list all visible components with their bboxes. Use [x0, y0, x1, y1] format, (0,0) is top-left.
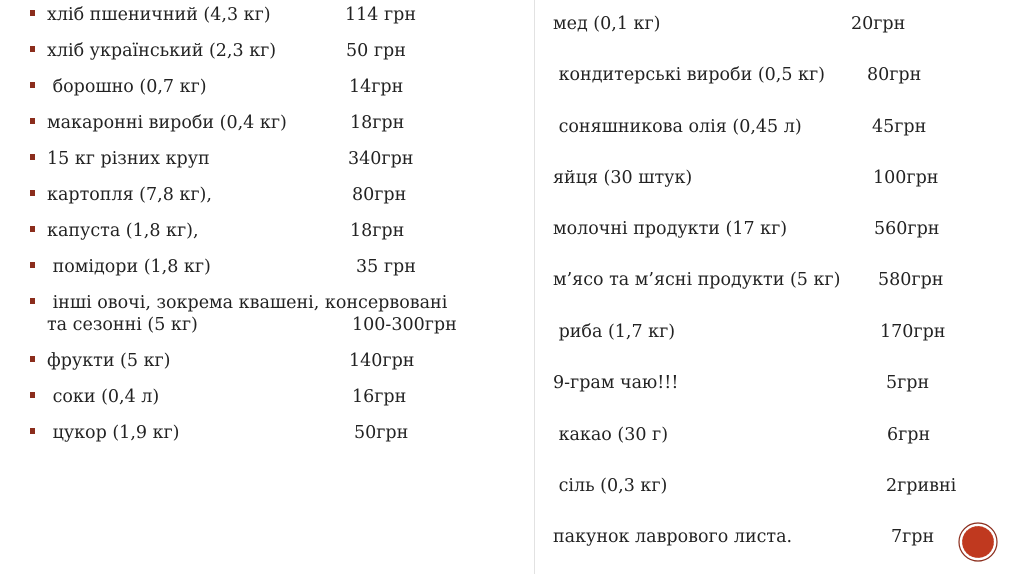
- item-name: пакунок лаврового листа.: [553, 527, 793, 547]
- item-name: какао (30 г): [553, 425, 669, 445]
- bullet-icon: [30, 154, 35, 160]
- item-price: 140грн: [349, 351, 415, 371]
- item-name: макаронні вироби (0,4 кг): [47, 113, 287, 133]
- item-price: 170грн: [880, 322, 946, 342]
- item-name: борошно (0,7 кг): [47, 77, 207, 97]
- item-price: 14грн: [349, 77, 404, 97]
- list-item: [553, 63, 983, 87]
- item-name: 9-грам чаю!!!: [553, 373, 679, 393]
- list-item: [553, 525, 983, 549]
- bullet-icon: [30, 298, 35, 304]
- item-price: 50 грн: [346, 41, 406, 61]
- item-name: хліб український (2,3 кг): [47, 41, 277, 61]
- item-price: 50грн: [354, 423, 409, 443]
- decorative-circle-icon: [958, 522, 998, 562]
- column-divider: [534, 0, 535, 574]
- item-price: 560грн: [874, 219, 940, 239]
- list-item: [553, 423, 983, 447]
- item-price: 16грн: [352, 387, 407, 407]
- list-item: [553, 474, 983, 498]
- list-item: [30, 350, 500, 372]
- item-price: 80грн: [867, 65, 922, 85]
- list-item: [30, 256, 500, 278]
- list-item: [30, 148, 500, 170]
- item-price: 18грн: [350, 113, 405, 133]
- item-price: 2гривні: [886, 476, 957, 496]
- item-name: цукор (1,9 кг): [47, 423, 180, 443]
- bullet-icon: [30, 46, 35, 52]
- item-name: картопля (7,8 кг),: [47, 185, 212, 205]
- list-item: [30, 112, 500, 134]
- list-item: [30, 422, 500, 444]
- list-item: [30, 4, 500, 26]
- item-name: соняшникова олія (0,45 л): [553, 117, 802, 137]
- bullet-icon: [30, 190, 35, 196]
- item-name: 15 кг різних круп: [47, 149, 210, 169]
- item-name: капуста (1,8 кг),: [47, 221, 199, 241]
- item-name: помідори (1,8 кг): [47, 257, 211, 277]
- item-price: 35 грн: [356, 257, 416, 277]
- item-name: мед (0,1 кг): [553, 14, 661, 34]
- bullet-icon: [30, 226, 35, 232]
- list-item: [553, 166, 983, 190]
- item-name-continued: та сезонні (5 кг): [47, 315, 198, 335]
- item-price: 100-300грн: [352, 315, 457, 335]
- item-price: 18грн: [350, 221, 405, 241]
- list-item: [30, 184, 500, 206]
- item-name: інші овочі, зокрема квашені, консервовані: [47, 293, 448, 313]
- item-price: 580грн: [878, 270, 944, 290]
- list-item: [30, 220, 500, 242]
- list-item: [553, 320, 983, 344]
- item-price: 5грн: [886, 373, 930, 393]
- bullet-icon: [30, 428, 35, 434]
- bullet-icon: [30, 392, 35, 398]
- item-price: 80грн: [352, 185, 407, 205]
- item-name: фрукти (5 кг): [47, 351, 171, 371]
- item-name: молочні продукти (17 кг): [553, 219, 788, 239]
- list-item: [553, 217, 983, 241]
- item-price: 114 грн: [345, 5, 416, 25]
- item-name: риба (1,7 кг): [553, 322, 676, 342]
- list-item: [30, 76, 500, 98]
- list-item: [553, 268, 983, 292]
- list-item: [30, 292, 500, 336]
- item-name: соки (0,4 л): [47, 387, 160, 407]
- list-item: [553, 115, 983, 139]
- bullet-icon: [30, 82, 35, 88]
- item-name: яйця (30 штук): [553, 168, 693, 188]
- item-name: кондитерські вироби (0,5 кг): [553, 65, 825, 85]
- bullet-icon: [30, 118, 35, 124]
- left-price-list: [30, 4, 500, 458]
- item-price: 100грн: [873, 168, 939, 188]
- item-price: 6грн: [887, 425, 931, 445]
- list-item: [553, 371, 983, 395]
- item-price: 340грн: [348, 149, 414, 169]
- bullet-icon: [30, 356, 35, 362]
- item-name: м’ясо та м’ясні продукти (5 кг): [553, 270, 841, 290]
- list-item: [30, 386, 500, 408]
- item-name: сіль (0,3 кг): [553, 476, 668, 496]
- item-price: 7грн: [891, 527, 935, 547]
- item-price: 20грн: [851, 14, 906, 34]
- bullet-icon: [30, 262, 35, 268]
- list-item: [553, 12, 983, 36]
- item-price: 45грн: [872, 117, 927, 137]
- item-name: хліб пшеничний (4,3 кг): [47, 5, 271, 25]
- bullet-icon: [30, 10, 35, 16]
- list-item: [30, 40, 500, 62]
